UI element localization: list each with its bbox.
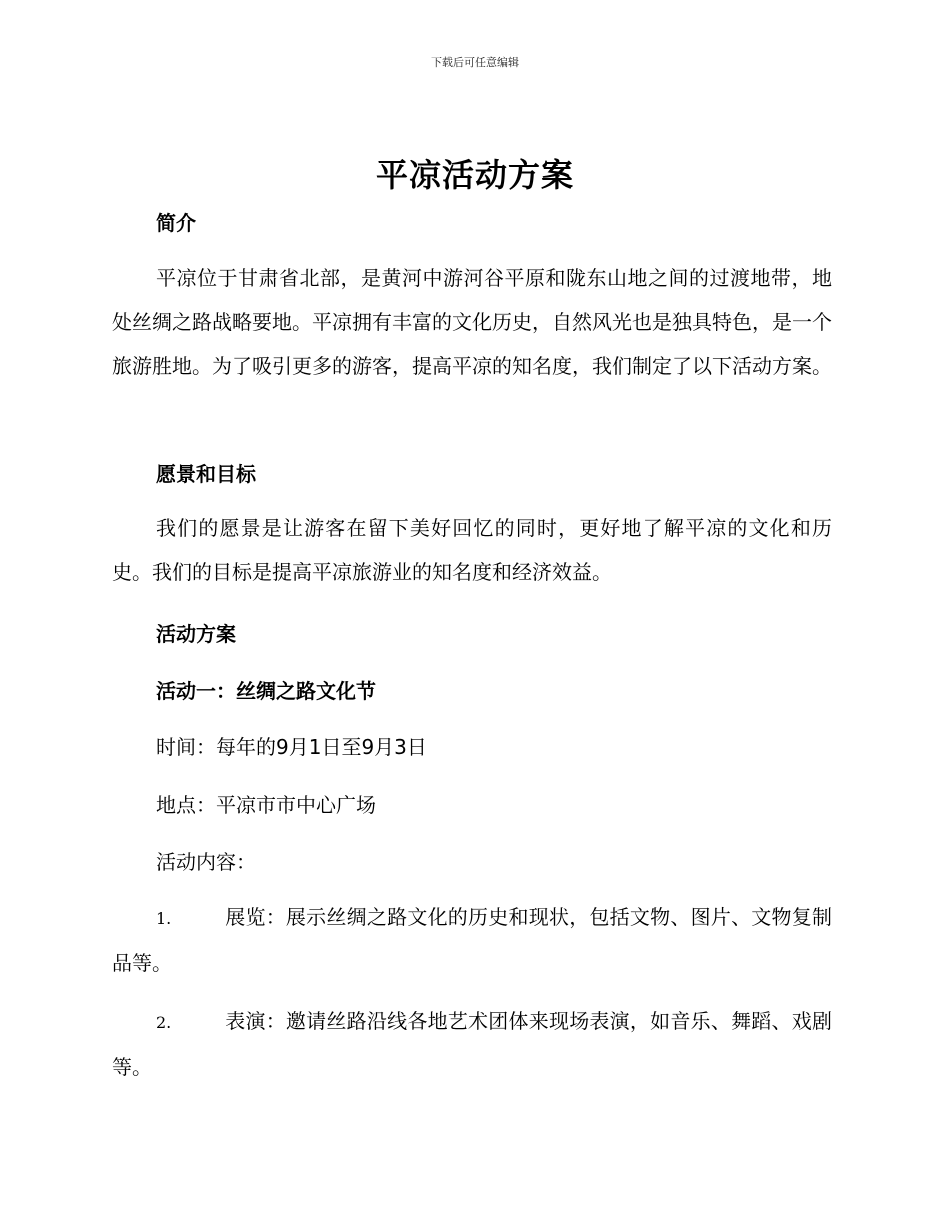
list-item-text: 表演：邀请丝路沿线各地艺术团体来现场表演，如音乐、舞蹈、戏剧等。 (112, 1009, 832, 1079)
activity-content-label: 活动内容： (156, 850, 256, 874)
vision-heading: 愿景和目标 (156, 462, 256, 486)
intro-heading: 简介 (156, 211, 196, 235)
intro-paragraph: 平凉位于甘肃省北部，是黄河中游河谷平原和陇东山地之间的过渡地带，地处丝绸之路战略要地。平凉拥有丰富的文化历史，自然风光也是独具特色，是一个旅游胜地。为了吸引更多的游客，提高平凉的知名度，我们制定了以下活动方案。 (112, 266, 832, 378)
list-item-text: 展览：展示丝绸之路文化的历史和现状，包括文物、图片、文物复制品等。 (112, 905, 832, 975)
activity-time: 时间：每年的9月1日至9月3日 (156, 735, 427, 759)
page-title: 平凉活动方案 (375, 156, 574, 194)
plan-heading: 活动方案 (156, 622, 236, 646)
activity-location: 地点：平凉市市中心广场 (156, 793, 376, 817)
activity1-heading: 活动一：丝绸之路文化节 (156, 679, 376, 703)
list-item (112, 895, 832, 985)
list-item (112, 999, 832, 1089)
vision-paragraph: 我们的愿景是让游客在留下美好回忆的同时，更好地了解平凉的文化和历史。我们的目标是提高平凉旅游业的知名度和经济效益。 (112, 516, 832, 584)
list-item-number: 1. (156, 909, 172, 928)
header-note: 下载后可任意编辑 (431, 56, 519, 69)
list-item-number: 2. (156, 1013, 172, 1032)
